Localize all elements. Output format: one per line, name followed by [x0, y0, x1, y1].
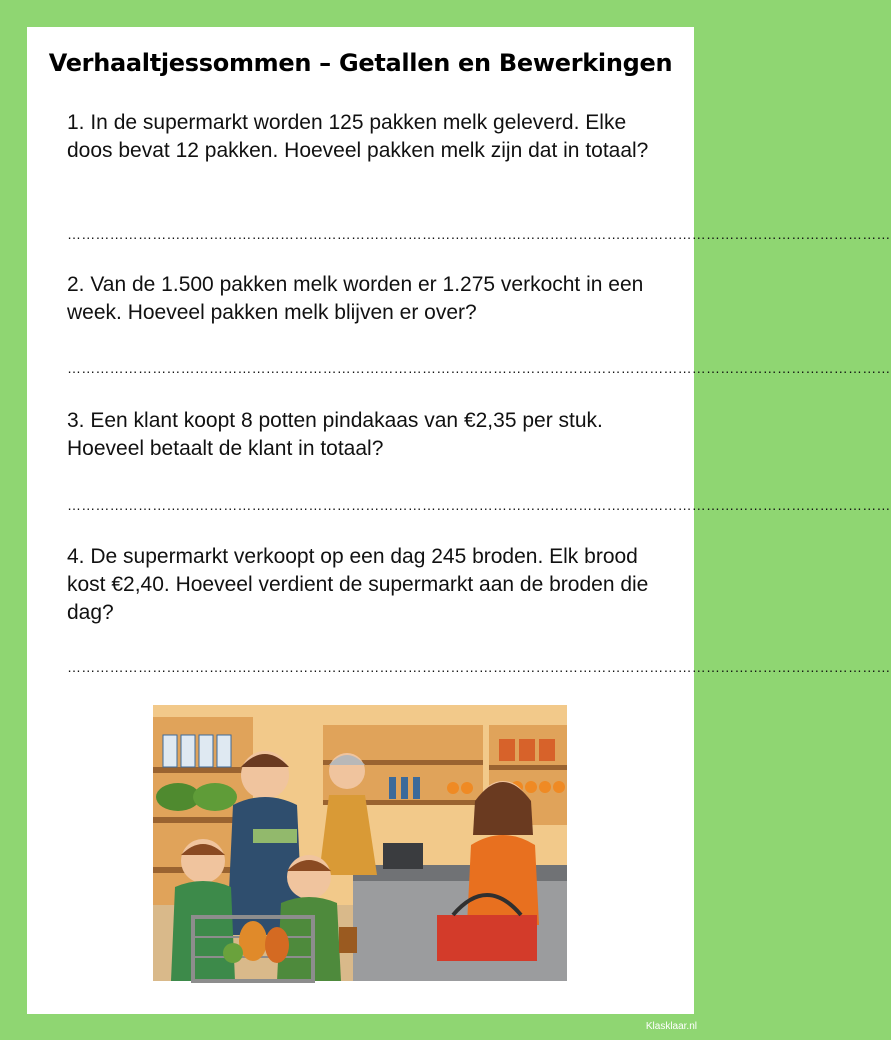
- footer-brand[interactable]: Klasklaar.nl: [645, 1021, 697, 1032]
- question-1: 1. In de supermarkt worden 125 pakken melk geleverd. Elke doos bevat 12 pakken. Hoeveel pakken melk zijn dat in totaal?: [67, 111, 649, 162]
- question-2: 2. Van de 1.500 pakken melk worden er 1.275 verkocht in een week. Hoeveel pakken melk blijven er over?: [67, 273, 644, 324]
- answer-line-3[interactable]: …………………………………………………………………………………………………………………………………………………………: [67, 497, 891, 513]
- question-3: 3. Een klant koopt 8 potten pindakaas van €2,35 per stuk. Hoeveel betaalt de klant in totaal?: [67, 409, 603, 460]
- worksheet-page: [27, 27, 891, 1014]
- answer-line-2[interactable]: …………………………………………………………………………………………………………………………………………………………: [67, 360, 891, 376]
- answer-line-1[interactable]: …………………………………………………………………………………………………………………………………………………………: [67, 226, 891, 242]
- worksheet-title: Verhaaltjessommen – Getallen en Bewerkingen: [48, 49, 673, 77]
- supermarket-illustration: [153, 705, 567, 981]
- answer-line-4[interactable]: …………………………………………………………………………………………………………………………………………………………: [67, 659, 891, 675]
- question-4: 4. De supermarkt verkoopt op een dag 245 broden. Elk brood kost €2,40. Hoeveel verdient de supermarkt aan de broden die dag?: [67, 545, 649, 624]
